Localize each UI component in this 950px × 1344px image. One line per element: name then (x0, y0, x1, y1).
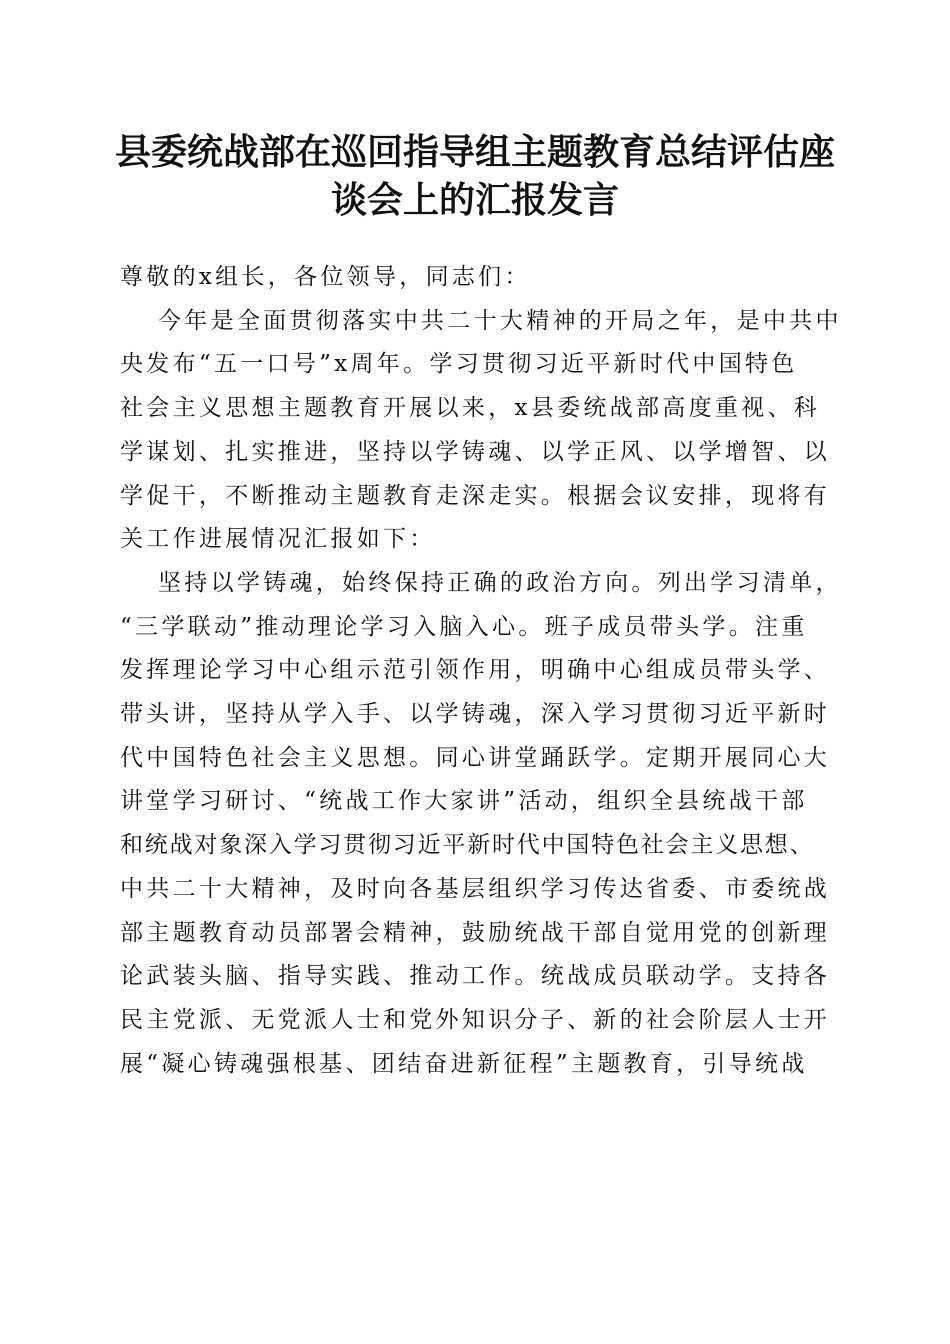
paragraph-1-line: 今年是全面贯彻落实中共二十大精神的开局之年，是中共中 (158, 307, 842, 334)
paragraph-1-line: 学促干，不断推动主题教育走深走实。根据会议安排，现将有 (120, 482, 831, 509)
paragraph-2-line: 论武装头脑、指导实践、推动工作。统战成员联动学。支持各 (120, 963, 831, 990)
title-line-2: 谈会上的汇报发言 (330, 179, 619, 221)
paragraph-2-line: 发挥理论学习中心组示范引领作用，明确中心组成员带头学、 (120, 657, 831, 684)
paragraph-2-line: 展“凝心铸魂强根基、团结奋进新征程”主题教育，引导统战 (120, 1050, 808, 1077)
title-line-1: 县委统战部在巡回指导组主题教育总结评估座 (114, 131, 835, 173)
paragraph-2-line: 讲堂学习研讨、“统战工作大家讲”活动，组织全县统战干部 (120, 788, 808, 815)
paragraph-2-line: 民主党派、无党派人士和党外知识分子、新的社会阶层人士开 (120, 1006, 831, 1033)
paragraph-2-line: 中共二十大精神，及时向各基层组织学习传达省委、市委统战 (120, 875, 831, 902)
paragraph-2-line: 代中国特色社会主义思想。同心讲堂踊跃学。定期开展同心大 (120, 744, 831, 771)
document-body (120, 256, 842, 1086)
salutation: 尊敬的x组长，各位领导，同志们： (120, 264, 531, 290)
paragraph-2-line: 坚持以学铸魂，始终保持正确的政治方向。列出学习清单， (158, 569, 842, 596)
paragraph-2-line: 和统战对象深入学习贯彻习近平新时代中国特色社会主义思想、 (120, 832, 815, 859)
paragraph-1-line: 关工作进展情况汇报如下： (120, 526, 436, 553)
paragraph-1-line: 社会主义思想主题教育开展以来，x县委统战部高度重视、科 (120, 395, 821, 422)
paragraph-2-line: 带头讲，坚持从学入手、以学铸魂，深入学习贯彻习近平新时 (120, 701, 831, 728)
paragraph-1-line: 央发布“五一口号”x周年。学习贯彻习近平新时代中国特色 (120, 351, 798, 378)
paragraph-1-line: 学谋划、扎实推进，坚持以学铸魂、以学正风、以学增智、以 (120, 438, 831, 465)
paragraph-2-line: “三学联动”推动理论学习入脑入心。班子成员带头学。注重 (120, 613, 808, 640)
document-title (100, 128, 850, 224)
paragraph-2-line: 部主题教育动员部署会精神，鼓励统战干部自觉用党的创新理 (120, 919, 831, 946)
